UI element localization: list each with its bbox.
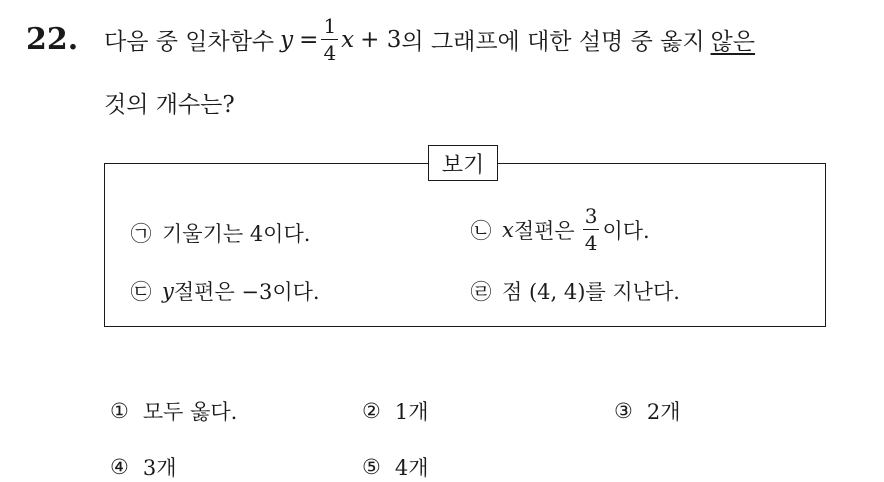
question-text-before: 다음 중 일차함수 <box>104 29 275 55</box>
constant-term: + 3 <box>360 26 402 53</box>
bogi-item-var: x <box>502 217 514 242</box>
question-line-1 <box>104 16 755 63</box>
choice-label: 1개 <box>394 400 429 424</box>
bogi-item-3 <box>130 276 320 306</box>
choice-mark: ① <box>110 399 129 423</box>
choice-mark: ⑤ <box>362 455 381 479</box>
choice-label: 2개 <box>646 400 681 424</box>
question-line-2: 것의 개수는? <box>104 92 235 118</box>
choice-mark: ② <box>362 399 381 423</box>
bogi-item-text: 점 (4, 4)를 지난다. <box>502 280 680 304</box>
function-var-x: x <box>341 26 355 53</box>
choice-2[interactable] <box>362 396 428 426</box>
question-number: 22. <box>26 22 79 57</box>
bogi-mark: ㉢ <box>130 280 152 304</box>
choice-label: 모두 옳다. <box>142 400 238 424</box>
bogi-mark: ㉠ <box>130 222 152 246</box>
choice-3[interactable] <box>614 396 680 426</box>
bogi-title: 보기 <box>428 145 498 181</box>
bogi-item-text-a: 절편은 <box>513 218 575 243</box>
choice-label: 4개 <box>394 456 429 480</box>
slope-numerator: 1 <box>323 14 337 38</box>
choice-label: 3개 <box>142 456 177 480</box>
bogi-frac-num: 3 <box>584 204 598 228</box>
choice-mark: ③ <box>614 399 633 423</box>
bogi-item-text-b: 이다. <box>602 218 650 243</box>
question-emphasis: 않은 <box>710 29 755 55</box>
bogi-item-fraction <box>583 206 600 253</box>
bogi-item-text: 절편은 −3이다. <box>173 280 320 304</box>
slope-denominator: 4 <box>323 41 337 65</box>
slope-fraction <box>321 16 338 63</box>
bogi-mark: ㉡ <box>470 218 492 243</box>
bogi-item-1 <box>130 218 310 248</box>
bogi-mark: ㉣ <box>470 280 492 304</box>
equals-sign: = <box>299 26 319 53</box>
bogi-item-var: y <box>162 279 174 303</box>
bogi-item-text: 기울기는 4이다. <box>162 222 311 246</box>
function-var-y: y <box>280 26 294 53</box>
choice-mark: ④ <box>110 455 129 479</box>
choice-1[interactable] <box>110 396 237 426</box>
bogi-frac-den: 4 <box>584 231 598 255</box>
bogi-item-2 <box>470 206 650 253</box>
question-text-after: 의 그래프에 대한 설명 중 옳지 <box>401 29 705 55</box>
bogi-item-4 <box>470 276 680 306</box>
